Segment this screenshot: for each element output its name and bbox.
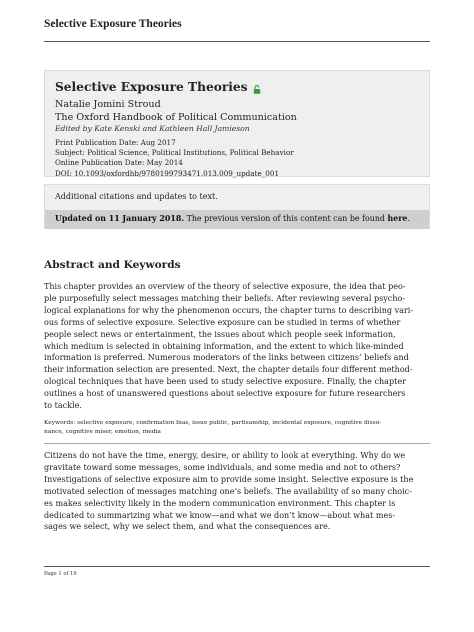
subject-line: Subject: Political Science, Political Institutions, Political Behavior — [55, 148, 294, 158]
footer-divider — [44, 566, 430, 567]
editors-line: Edited by Kate Kenski and Kathleen Hall Jamieson — [55, 124, 250, 133]
author-name: Natalie Jomini Stroud — [55, 99, 161, 110]
body-paragraph — [44, 450, 434, 533]
abstract-line: ple purposefully select messages matching their beliefs. After reviewing several psycho‐ — [44, 293, 406, 303]
doi-line: DOI: 10.1093/oxfordhb/9780199793471.013.009_update_001 — [55, 168, 280, 178]
abstract-line: ous forms of selective exposure. Selective exposure can be studied in terms of whether — [44, 317, 401, 327]
body-line: dedicated to summarizing what we know—and what we don’t know—about what mes‐ — [44, 510, 396, 520]
abstract-line: ological techniques that have been used to study selective exposure. Finally, the chapter — [44, 377, 406, 387]
open-access-lock-icon — [253, 83, 261, 92]
chapter-title: Selective Exposure Theories — [55, 80, 248, 94]
publication-details — [55, 138, 419, 179]
print-publication-date: Print Publication Date: Aug 2017 — [55, 138, 176, 147]
update-notice-box — [44, 184, 430, 229]
citation-metadata-box — [44, 70, 430, 177]
book-title: The Oxford Handbook of Political Communication — [55, 112, 297, 123]
updated-date: Updated on 11 January 2018. — [55, 214, 185, 223]
abstract-line: logical explanations for why the phenomenon occurs, the chapter turns to describing vari‐ — [44, 305, 414, 315]
abstract-line: outlines a host of unanswered questions about selective exposure for future researchers — [44, 389, 406, 399]
abstract-line: which medium is selected in obtaining information, and the extent to which like-minded — [44, 341, 404, 351]
page-number: Page 1 of 19 — [44, 571, 77, 577]
body-line: motivated selection of messages matching one’s beliefs. The availability of so many choic‐ — [44, 486, 412, 496]
update-period: . — [407, 214, 410, 223]
keywords-line: Keywords: selective exposure, confirmation bias, issue public, partisanship, incidental exposure, cognitive disso‐ — [44, 420, 382, 426]
abstract-heading: Abstract and Keywords — [44, 259, 181, 271]
update-note: Additional citations and updates to text. — [45, 185, 429, 210]
abstract-line: This chapter provides an overview of the theory of selective exposure, the idea that peo‐ — [44, 282, 406, 291]
update-status-bar — [45, 210, 429, 229]
abstract-line: their information selection are presented. Next, the chapter details four different method‐ — [44, 365, 413, 375]
abstract-line: people select news or entertainment, the issues about which people seek information, — [44, 329, 396, 339]
abstract-line: to tackle. — [44, 401, 82, 411]
keywords-line: nance, cognitive miser, emotion, media — [44, 429, 161, 435]
abstract-paragraph — [44, 281, 434, 412]
previous-version-link[interactable]: here — [387, 214, 408, 223]
previous-version-text: The previous version of this content can be found — [184, 214, 388, 223]
running-header-title: Selective Exposure Theories — [44, 18, 182, 30]
body-line: Investigations of selective exposure aim to provide some insight. Selective exposure is the — [44, 474, 414, 484]
keywords-block — [44, 419, 434, 437]
online-publication-date: Online Publication Date: May 2014 — [55, 158, 183, 168]
body-line: sages we select, why we select them, and what the consequences are. — [44, 522, 331, 532]
abstract-line: information is preferred. Numerous moderators of the links between citizens’ beliefs and — [44, 353, 409, 363]
body-line: es makes selectivity likely in the modern communication environment. This chapter is — [44, 498, 396, 508]
chapter-title-row — [55, 79, 419, 95]
section-divider — [44, 443, 430, 444]
body-line: Citizens do not have the time, energy, desire, or ability to look at everything. Why do we — [44, 451, 406, 460]
body-line: gravitate toward some messages, some individuals, and some media and not to others? — [44, 462, 401, 472]
header-divider — [44, 41, 430, 42]
